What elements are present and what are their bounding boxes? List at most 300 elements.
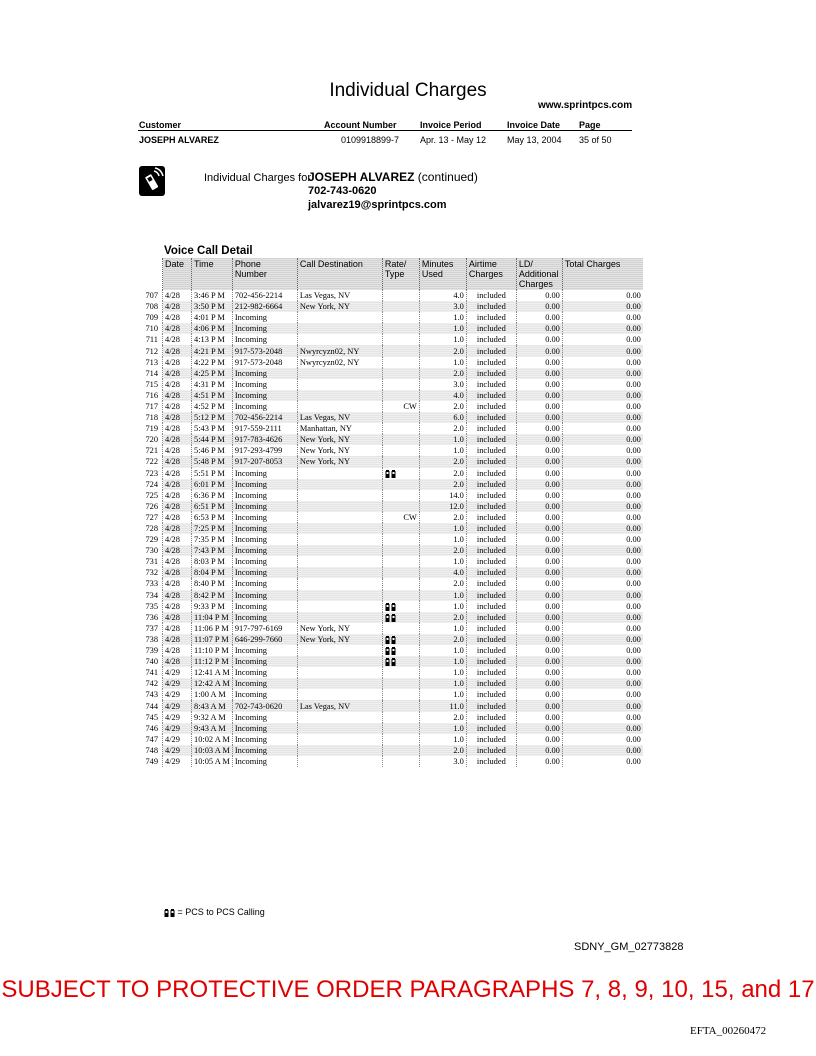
call-date: 4/29	[163, 689, 192, 700]
total-charges: 0.00	[562, 667, 643, 678]
row-number: 737	[145, 623, 158, 633]
phone-number: 702-456-2214	[232, 290, 297, 301]
row-number: 743	[145, 690, 158, 700]
table-row	[138, 301, 643, 312]
pcs-to-pcs-icon	[164, 909, 175, 917]
airtime-charges: included	[466, 656, 516, 667]
phone-number: 702-743-0620	[232, 700, 297, 711]
call-time: 4:01 P M	[192, 312, 233, 323]
invoice-period-value: Apr. 13 - May 12	[420, 135, 487, 145]
phone-number: Incoming	[232, 545, 297, 556]
individual-phone: 702-743-0620	[308, 185, 377, 197]
call-date: 4/28	[163, 368, 192, 379]
table-body	[138, 290, 643, 767]
call-destination	[297, 590, 382, 601]
call-date: 4/29	[163, 667, 192, 678]
minutes-used: 1.0	[419, 590, 466, 601]
minutes-used: 1.0	[419, 445, 466, 456]
minutes-used: 2.0	[419, 545, 466, 556]
rate-type	[382, 545, 419, 556]
row-number: 718	[145, 413, 158, 423]
call-time: 5:44 P M	[192, 434, 233, 445]
rate-type	[382, 567, 419, 578]
call-destination	[297, 723, 382, 734]
row-number: 720	[145, 435, 158, 445]
customer-value: JOSEPH ALVAREZ	[139, 135, 219, 145]
minutes-used: 2.0	[419, 745, 466, 756]
call-destination	[297, 667, 382, 678]
row-number: 724	[145, 479, 158, 489]
phone-number: Incoming	[232, 578, 297, 589]
customer-label: Customer	[139, 120, 182, 130]
rate-type: CW	[382, 401, 419, 412]
rate-type	[382, 556, 419, 567]
individual-name-line	[308, 170, 478, 184]
account-number-label: Account Number	[324, 120, 397, 130]
table-row	[138, 434, 643, 445]
row-number: 722	[145, 457, 158, 467]
call-date: 4/28	[163, 401, 192, 412]
call-date: 4/28	[163, 590, 192, 601]
individual-name: JOSEPH ALVAREZ	[308, 170, 415, 184]
call-date: 4/28	[163, 601, 192, 612]
total-charges: 0.00	[562, 290, 643, 301]
airtime-charges: included	[466, 590, 516, 601]
minutes-used: 1.0	[419, 656, 466, 667]
table-row	[138, 357, 643, 368]
minutes-used: 1.0	[419, 334, 466, 345]
row-number: 712	[145, 346, 158, 356]
call-time: 5:51 P M	[192, 468, 233, 479]
call-date: 4/28	[163, 334, 192, 345]
call-date: 4/29	[163, 745, 192, 756]
table-header-row	[138, 258, 643, 290]
table-row	[138, 423, 643, 434]
protective-order-notice: SUBJECT TO PROTECTIVE ORDER PARAGRAPHS 7, 8, 9, 10, 15, and 17	[1, 976, 815, 1003]
call-destination	[297, 612, 382, 623]
rate-type	[382, 434, 419, 445]
minutes-used: 12.0	[419, 501, 466, 512]
phone-number: Incoming	[232, 479, 297, 490]
ld-additional-charges: 0.00	[516, 601, 562, 612]
call-time: 11:10 P M	[192, 645, 233, 656]
call-date: 4/28	[163, 567, 192, 578]
airtime-charges: included	[466, 634, 516, 645]
call-date: 4/28	[163, 312, 192, 323]
phone-number: 917-797-6169	[232, 623, 297, 634]
call-destination	[297, 556, 382, 567]
ld-additional-charges: 0.00	[516, 412, 562, 423]
rate-type	[382, 645, 419, 656]
phone-number: 917-293-4799	[232, 445, 297, 456]
row-number: 734	[145, 590, 158, 600]
minutes-used: 4.0	[419, 290, 466, 301]
total-charges: 0.00	[562, 501, 643, 512]
call-destination	[297, 479, 382, 490]
ld-additional-charges: 0.00	[516, 401, 562, 412]
airtime-charges: included	[466, 412, 516, 423]
continued-label: (continued)	[414, 170, 478, 184]
total-charges: 0.00	[562, 645, 643, 656]
call-time: 7:25 P M	[192, 523, 233, 534]
row-number: 745	[145, 712, 158, 722]
ld-additional-charges: 0.00	[516, 501, 562, 512]
airtime-charges: included	[466, 601, 516, 612]
call-time: 1:00 A M	[192, 689, 233, 700]
row-number: 731	[145, 557, 158, 567]
call-date: 4/28	[163, 578, 192, 589]
call-destination	[297, 323, 382, 334]
table-row	[138, 512, 643, 523]
pcs-to-pcs-icon	[385, 614, 396, 622]
total-charges: 0.00	[562, 357, 643, 368]
ld-additional-charges: 0.00	[516, 756, 562, 767]
row-number: 749	[145, 756, 158, 766]
call-destination	[297, 501, 382, 512]
column-header: Time	[192, 258, 233, 290]
call-time: 9:33 P M	[192, 601, 233, 612]
total-charges: 0.00	[562, 445, 643, 456]
ld-additional-charges: 0.00	[516, 445, 562, 456]
ld-additional-charges: 0.00	[516, 345, 562, 356]
table-row	[138, 656, 643, 667]
airtime-charges: included	[466, 390, 516, 401]
rate-type	[382, 456, 419, 467]
call-date: 4/28	[163, 612, 192, 623]
minutes-used: 1.0	[419, 689, 466, 700]
total-charges: 0.00	[562, 434, 643, 445]
call-time: 4:06 P M	[192, 323, 233, 334]
airtime-charges: included	[466, 567, 516, 578]
table-row	[138, 634, 643, 645]
row-number: 727	[145, 512, 158, 522]
row-number: 738	[145, 634, 158, 644]
table-row	[138, 401, 643, 412]
ld-additional-charges: 0.00	[516, 301, 562, 312]
call-date: 4/28	[163, 534, 192, 545]
phone-number: Incoming	[232, 368, 297, 379]
call-date: 4/28	[163, 357, 192, 368]
row-number: 741	[145, 668, 158, 678]
total-charges: 0.00	[562, 490, 643, 501]
call-time: 10:05 A M	[192, 756, 233, 767]
total-charges: 0.00	[562, 379, 643, 390]
minutes-used: 2.0	[419, 479, 466, 490]
call-date: 4/28	[163, 656, 192, 667]
call-date: 4/29	[163, 700, 192, 711]
table-row	[138, 734, 643, 745]
airtime-charges: included	[466, 756, 516, 767]
minutes-used: 2.0	[419, 468, 466, 479]
call-destination	[297, 712, 382, 723]
airtime-charges: included	[466, 578, 516, 589]
ld-additional-charges: 0.00	[516, 512, 562, 523]
rate-type	[382, 745, 419, 756]
column-header: Date	[163, 258, 192, 290]
table-row	[138, 712, 643, 723]
ld-additional-charges: 0.00	[516, 479, 562, 490]
airtime-charges: included	[466, 723, 516, 734]
table-row	[138, 612, 643, 623]
phone-number: Incoming	[232, 512, 297, 523]
airtime-charges: included	[466, 357, 516, 368]
airtime-charges: included	[466, 623, 516, 634]
table-row	[138, 578, 643, 589]
table-row	[138, 379, 643, 390]
phone-number: Incoming	[232, 390, 297, 401]
phone-number: Incoming	[232, 590, 297, 601]
ld-additional-charges: 0.00	[516, 645, 562, 656]
phone-number: Incoming	[232, 401, 297, 412]
phone-number: Incoming	[232, 645, 297, 656]
row-number: 732	[145, 568, 158, 578]
call-date: 4/28	[163, 512, 192, 523]
call-date: 4/28	[163, 301, 192, 312]
row-number: 709	[145, 313, 158, 323]
table-row	[138, 334, 643, 345]
phone-number: Incoming	[232, 678, 297, 689]
call-time: 12:42 A M	[192, 678, 233, 689]
total-charges: 0.00	[562, 523, 643, 534]
call-date: 4/28	[163, 523, 192, 534]
call-destination	[297, 645, 382, 656]
call-time: 3:46 P M	[192, 290, 233, 301]
table-row	[138, 345, 643, 356]
column-header: Minutes Used	[419, 258, 466, 290]
legend	[164, 907, 265, 917]
call-destination: New York, NY	[297, 445, 382, 456]
call-date: 4/28	[163, 345, 192, 356]
total-charges: 0.00	[562, 567, 643, 578]
wireless-phone-icon	[139, 166, 165, 196]
phone-number: Incoming	[232, 501, 297, 512]
call-destination	[297, 490, 382, 501]
call-date: 4/28	[163, 645, 192, 656]
call-destination	[297, 689, 382, 700]
minutes-used: 2.0	[419, 712, 466, 723]
total-charges: 0.00	[562, 345, 643, 356]
call-destination: Nwyrcyzn02, NY	[297, 345, 382, 356]
call-destination	[297, 379, 382, 390]
rate-type	[382, 379, 419, 390]
minutes-used: 3.0	[419, 756, 466, 767]
airtime-charges: included	[466, 379, 516, 390]
phone-number: Incoming	[232, 556, 297, 567]
page-label: Page	[579, 120, 601, 130]
minutes-used: 1.0	[419, 723, 466, 734]
airtime-charges: included	[466, 479, 516, 490]
airtime-charges: included	[466, 667, 516, 678]
row-number: 707	[145, 291, 158, 301]
call-date: 4/29	[163, 734, 192, 745]
pcs-to-pcs-icon	[385, 636, 396, 644]
call-time: 5:43 P M	[192, 423, 233, 434]
phone-number: 917-559-2111	[232, 423, 297, 434]
row-number: 742	[145, 679, 158, 689]
rate-type	[382, 601, 419, 612]
website-label: www.sprintpcs.com	[538, 100, 633, 111]
call-date: 4/28	[163, 445, 192, 456]
airtime-charges: included	[466, 545, 516, 556]
column-header: Call Destination	[297, 258, 382, 290]
airtime-charges: included	[466, 423, 516, 434]
phone-number: Incoming	[232, 734, 297, 745]
total-charges: 0.00	[562, 723, 643, 734]
table-row	[138, 390, 643, 401]
row-number: 713	[145, 357, 158, 367]
rate-type	[382, 734, 419, 745]
phone-number: 702-456-2214	[232, 412, 297, 423]
ld-additional-charges: 0.00	[516, 534, 562, 545]
call-date: 4/28	[163, 479, 192, 490]
airtime-charges: included	[466, 556, 516, 567]
call-destination: New York, NY	[297, 623, 382, 634]
airtime-charges: included	[466, 290, 516, 301]
call-destination	[297, 523, 382, 534]
airtime-charges: included	[466, 712, 516, 723]
ld-additional-charges: 0.00	[516, 379, 562, 390]
call-time: 10:03 A M	[192, 745, 233, 756]
airtime-charges: included	[466, 512, 516, 523]
phone-number: Incoming	[232, 323, 297, 334]
individual-charges-label: Individual Charges for	[204, 172, 312, 184]
ld-additional-charges: 0.00	[516, 357, 562, 368]
call-time: 11:12 P M	[192, 656, 233, 667]
call-date: 4/29	[163, 712, 192, 723]
total-charges: 0.00	[562, 323, 643, 334]
call-time: 11:06 P M	[192, 623, 233, 634]
row-number: 746	[145, 723, 158, 733]
rate-type	[382, 290, 419, 301]
ld-additional-charges: 0.00	[516, 456, 562, 467]
ld-additional-charges: 0.00	[516, 323, 562, 334]
phone-number: Incoming	[232, 334, 297, 345]
row-number: 744	[145, 701, 158, 711]
call-time: 7:43 P M	[192, 545, 233, 556]
rate-type	[382, 334, 419, 345]
row-number: 714	[145, 368, 158, 378]
call-date: 4/28	[163, 456, 192, 467]
ld-additional-charges: 0.00	[516, 656, 562, 667]
airtime-charges: included	[466, 468, 516, 479]
airtime-charges: included	[466, 434, 516, 445]
call-date: 4/28	[163, 379, 192, 390]
call-destination: Nwyrcyzn02, NY	[297, 357, 382, 368]
table-row	[138, 523, 643, 534]
call-destination	[297, 567, 382, 578]
call-date: 4/29	[163, 756, 192, 767]
table-row	[138, 412, 643, 423]
call-time: 4:51 P M	[192, 390, 233, 401]
row-number: 715	[145, 379, 158, 389]
ld-additional-charges: 0.00	[516, 567, 562, 578]
row-number: 728	[145, 524, 158, 534]
call-time: 5:46 P M	[192, 445, 233, 456]
rate-type	[382, 357, 419, 368]
call-date: 4/28	[163, 423, 192, 434]
call-time: 11:07 P M	[192, 634, 233, 645]
rate-type	[382, 445, 419, 456]
minutes-used: 1.0	[419, 323, 466, 334]
total-charges: 0.00	[562, 578, 643, 589]
minutes-used: 1.0	[419, 734, 466, 745]
rate-type	[382, 689, 419, 700]
ld-additional-charges: 0.00	[516, 590, 562, 601]
call-time: 6:53 P M	[192, 512, 233, 523]
phone-number: Incoming	[232, 745, 297, 756]
phone-number: Incoming	[232, 312, 297, 323]
ld-additional-charges: 0.00	[516, 678, 562, 689]
table-row	[138, 745, 643, 756]
phone-number: Incoming	[232, 468, 297, 479]
minutes-used: 1.0	[419, 667, 466, 678]
minutes-used: 2.0	[419, 368, 466, 379]
call-time: 6:36 P M	[192, 490, 233, 501]
call-time: 8:42 P M	[192, 590, 233, 601]
table-row	[138, 290, 643, 301]
individual-email: jalvarez19@sprintpcs.com	[308, 199, 447, 211]
call-date: 4/28	[163, 290, 192, 301]
minutes-used: 4.0	[419, 390, 466, 401]
total-charges: 0.00	[562, 401, 643, 412]
total-charges: 0.00	[562, 700, 643, 711]
table-row	[138, 456, 643, 467]
phone-number: Incoming	[232, 534, 297, 545]
ld-additional-charges: 0.00	[516, 634, 562, 645]
total-charges: 0.00	[562, 534, 643, 545]
table-row	[138, 567, 643, 578]
airtime-charges: included	[466, 689, 516, 700]
call-destination	[297, 734, 382, 745]
legend-text: = PCS to PCS Calling	[177, 907, 265, 917]
phone-number: 917-783-4626	[232, 434, 297, 445]
ld-additional-charges: 0.00	[516, 734, 562, 745]
total-charges: 0.00	[562, 656, 643, 667]
call-time: 9:32 A M	[192, 712, 233, 723]
table-row	[138, 445, 643, 456]
row-number: 719	[145, 424, 158, 434]
total-charges: 0.00	[562, 612, 643, 623]
row-number: 717	[145, 401, 158, 411]
table-row	[138, 312, 643, 323]
table-row	[138, 723, 643, 734]
minutes-used: 2.0	[419, 423, 466, 434]
call-destination	[297, 512, 382, 523]
call-date: 4/28	[163, 545, 192, 556]
call-time: 8:43 A M	[192, 700, 233, 711]
call-time: 8:40 P M	[192, 578, 233, 589]
row-number: 739	[145, 646, 158, 656]
minutes-used: 1.0	[419, 534, 466, 545]
ld-additional-charges: 0.00	[516, 523, 562, 534]
ld-additional-charges: 0.00	[516, 623, 562, 634]
table-row	[138, 556, 643, 567]
call-destination: New York, NY	[297, 301, 382, 312]
total-charges: 0.00	[562, 678, 643, 689]
phone-number: 917-573-2048	[232, 357, 297, 368]
rate-type	[382, 523, 419, 534]
phone-number: 917-207-8053	[232, 456, 297, 467]
phone-number: Incoming	[232, 723, 297, 734]
call-time: 4:31 P M	[192, 379, 233, 390]
call-destination: Las Vegas, NV	[297, 412, 382, 423]
airtime-charges: included	[466, 301, 516, 312]
airtime-charges: included	[466, 368, 516, 379]
call-destination: Manhattan, NY	[297, 423, 382, 434]
call-destination: New York, NY	[297, 456, 382, 467]
table-row	[138, 368, 643, 379]
ld-additional-charges: 0.00	[516, 545, 562, 556]
